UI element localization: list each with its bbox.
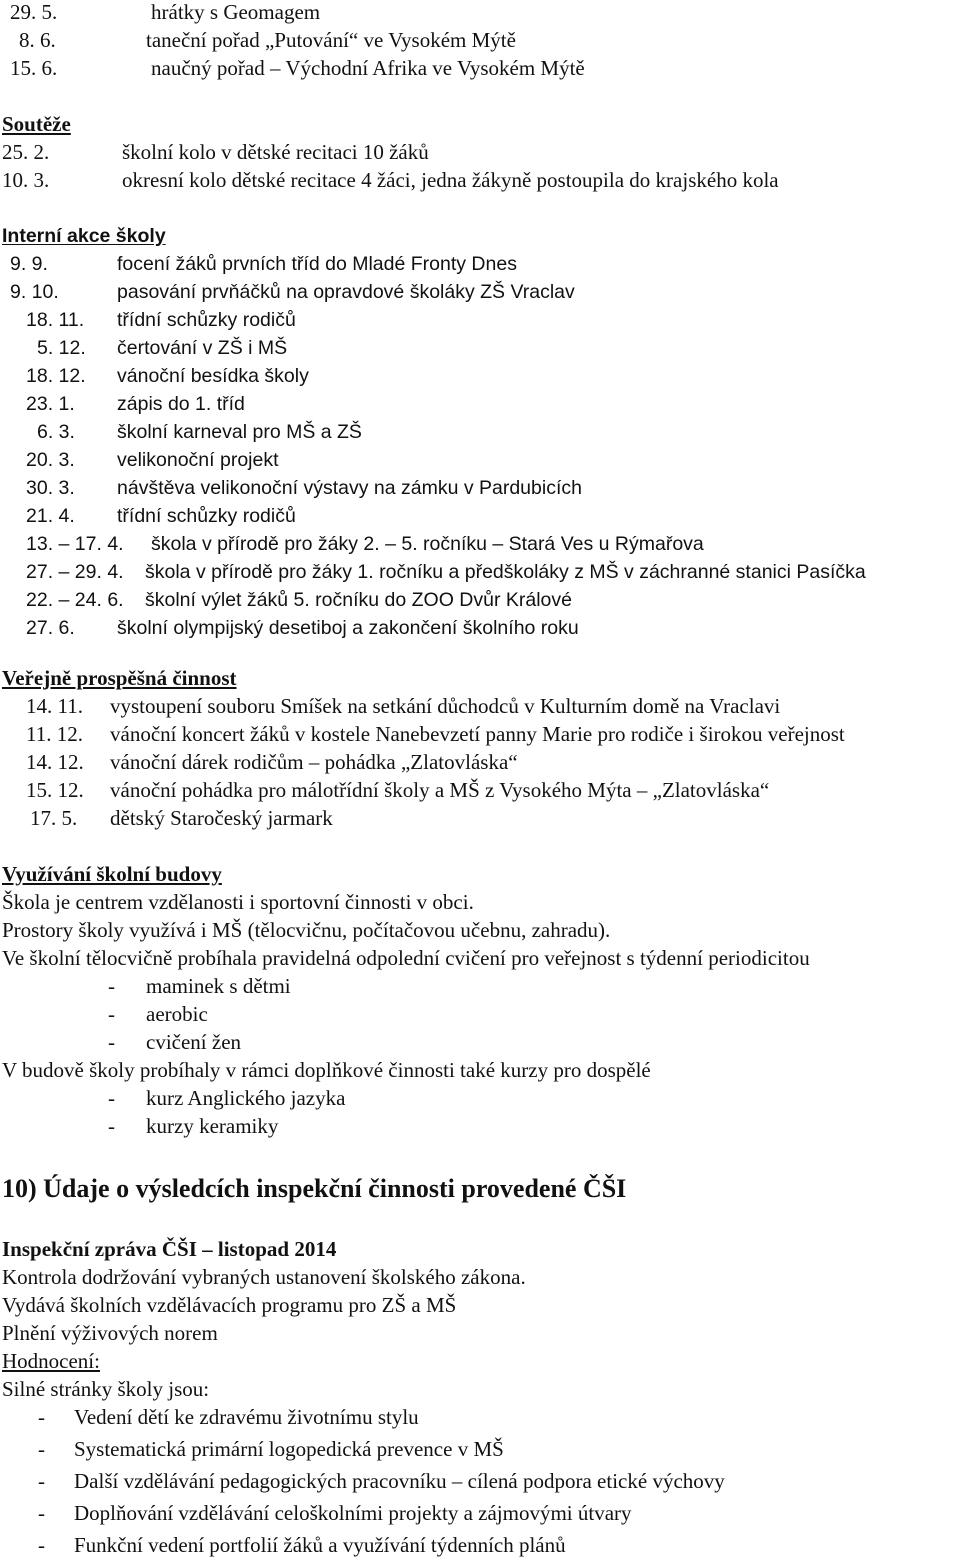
internal-date: 21. 4. <box>26 505 75 527</box>
internal-date: 9. 9. <box>10 253 48 275</box>
strength-text: Funkční vedení portfolií žáků a využívání týdenních plánů <box>74 1533 566 1557</box>
list-dash: - <box>108 974 115 998</box>
internal-text: velikonoční projekt <box>117 449 279 471</box>
event-date: 8. 6. <box>19 28 56 52</box>
section-heading: 10) Údaje o výsledcích inspekční činnosti provedené ČŠI <box>2 1174 627 1203</box>
event-date: 29. 5. <box>10 0 58 24</box>
internal-text: škola v přírodě pro žáky 1. ročníku a předškoláky z MŠ v záchranné stanici Pasíčka <box>145 561 866 583</box>
internal-text: školní výlet žáků 5. ročníku do ZOO Dvůr Králové <box>145 589 573 611</box>
internal-date: 13. – 17. 4. <box>26 533 124 555</box>
public-date: 11. 12. <box>26 722 83 746</box>
list-dash: - <box>38 1437 45 1461</box>
public-text: vánoční dárek rodičům – pohádka „Zlatovláska“ <box>110 750 518 774</box>
public-date: 17. 5. <box>30 806 78 830</box>
competition-text: školní kolo v dětské recitaci 10 žáků <box>122 140 429 164</box>
competitions-heading: Soutěže <box>2 112 71 136</box>
event-date: 15. 6. <box>10 56 58 80</box>
internal-date: 9. 10. <box>10 281 59 303</box>
inspection-line: Vydává školních vzdělávacích programu pro ZŠ a MŠ <box>2 1293 457 1317</box>
internal-text: čertování v ZŠ i MŠ <box>117 337 288 359</box>
internal-date: 30. 3. <box>26 477 75 499</box>
list-dash: - <box>108 1030 115 1054</box>
internal-text: školní olympijský desetiboj a zakončení školního roku <box>117 617 579 639</box>
public-heading: Veřejně prospěšná činnost <box>2 666 237 690</box>
event-text: hrátky s Geomagem <box>151 0 321 24</box>
internal-text: focení žáků prvních tříd do Mladé Fronty Dnes <box>117 253 517 275</box>
internal-text: zápis do 1. tříd <box>117 393 245 415</box>
building-paragraph: Prostory školy využívá i MŠ (tělocvičnu, počítačovou učebnu, zahradu). <box>2 918 611 942</box>
public-text: vánoční pohádka pro málotřídní školy a MŠ z Vysokého Mýta – „Zlatovláska“ <box>110 778 770 802</box>
building-paragraph: Škola je centrem vzdělanosti i sportovní činnosti v obci. <box>2 890 474 914</box>
list-dash: - <box>38 1405 45 1429</box>
internal-text: vánoční besídka školy <box>117 365 309 387</box>
event-text: taneční pořad „Putování“ ve Vysokém Mýtě <box>146 28 516 52</box>
strength-text: Doplňování vzdělávání celoškolními projekty a zájmovými útvary <box>74 1501 632 1525</box>
public-date: 14. 11. <box>26 694 83 718</box>
list-item-text: aerobic <box>146 1002 208 1026</box>
list-dash: - <box>108 1086 115 1110</box>
public-text: dětský Staročeský jarmark <box>110 806 333 830</box>
internal-date: 23. 1. <box>26 393 75 415</box>
strengths-label: Silné stránky školy jsou: <box>2 1377 210 1401</box>
inspection-line: Plnění výživových norem <box>2 1321 218 1345</box>
internal-date: 20. 3. <box>26 449 75 471</box>
list-item-text: cvičení žen <box>146 1030 242 1054</box>
building-paragraph: V budově školy probíhaly v rámci doplňkové činnosti také kurzy pro dospělé <box>2 1058 651 1082</box>
strength-text: Další vzdělávání pedagogických pracovníku – cílená podpora etické výchovy <box>74 1469 725 1493</box>
internal-heading: Interní akce školy <box>2 225 166 247</box>
list-dash: - <box>38 1469 45 1493</box>
internal-date: 6. 3. <box>37 421 75 443</box>
internal-text: návštěva velikonoční výstavy na zámku v Pardubicích <box>117 477 582 499</box>
list-dash: - <box>108 1114 115 1138</box>
internal-text: třídní schůzky rodičů <box>117 505 296 527</box>
event-text: naučný pořad – Východní Afrika ve Vysokém Mýtě <box>151 56 585 80</box>
internal-text: pasování prvňáčků na opravdové školáky ZŠ Vraclav <box>117 281 575 303</box>
internal-text: třídní schůzky rodičů <box>117 309 296 331</box>
inspection-line: Kontrola dodržování vybraných ustanovení školského zákona. <box>2 1265 526 1289</box>
public-text: vánoční koncert žáků v kostele Nanebevzetí panny Marie pro rodiče i širokou veřejnost <box>110 722 845 746</box>
list-item-text: kurzy keramiky <box>146 1114 279 1138</box>
inspection-heading: Inspekční zpráva ČŠI – listopad 2014 <box>2 1237 337 1261</box>
evaluation-label: Hodnocení: <box>2 1349 100 1373</box>
internal-date: 18. 12. <box>26 365 86 387</box>
internal-date: 5. 12. <box>37 337 86 359</box>
strength-text: Vedení dětí ke zdravému životnímu stylu <box>74 1405 419 1429</box>
list-item-text: kurz Anglického jazyka <box>146 1086 346 1110</box>
internal-date: 27. – 29. 4. <box>26 561 124 583</box>
list-dash: - <box>38 1533 45 1557</box>
internal-text: škola v přírodě pro žáky 2. – 5. ročníku – Stará Ves u Rýmařova <box>151 533 704 555</box>
public-date: 14. 12. <box>26 750 84 774</box>
internal-date: 22. – 24. 6. <box>26 589 124 611</box>
building-paragraph: Ve školní tělocvičně probíhala pravidelná odpolední cvičení pro veřejnost s týdenní periodicitou <box>2 946 810 970</box>
public-text: vystoupení souboru Smíšek na setkání důchodců v Kulturním domě na Vraclavi <box>110 694 781 718</box>
competition-text: okresní kolo dětské recitace 4 žáci, jedna žákyně postoupila do krajského kola <box>122 168 779 192</box>
public-date: 15. 12. <box>26 778 84 802</box>
internal-date: 27. 6. <box>26 617 75 639</box>
internal-date: 18. 11. <box>26 309 85 331</box>
internal-text: školní karneval pro MŠ a ZŠ <box>117 421 362 443</box>
building-heading: Využívání školní budovy <box>2 862 222 886</box>
competition-date: 10. 3. <box>2 168 50 192</box>
list-item-text: maminek s dětmi <box>146 974 291 998</box>
list-dash: - <box>108 1002 115 1026</box>
competition-date: 25. 2. <box>2 140 50 164</box>
list-dash: - <box>38 1501 45 1525</box>
strength-text: Systematická primární logopedická prevence v MŠ <box>74 1437 504 1461</box>
